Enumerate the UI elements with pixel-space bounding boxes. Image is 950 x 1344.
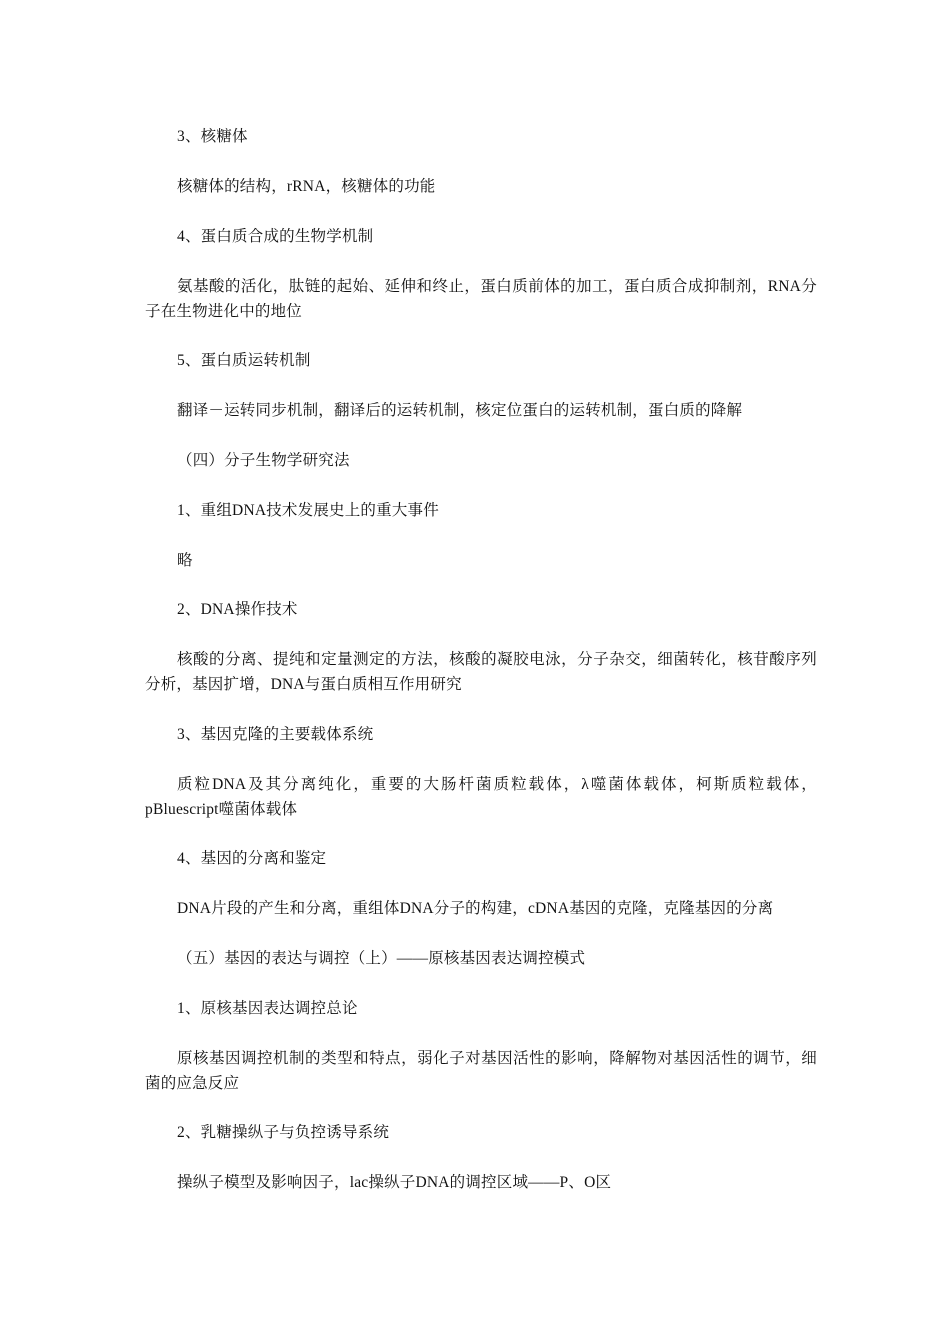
section-heading: 3、基因克隆的主要载体系统	[177, 726, 374, 743]
body-paragraph: DNA片段的产生和分离，重组体DNA分子的构建，cDNA基因的克隆，克隆基因的分离	[177, 900, 774, 917]
section-heading: 4、基因的分离和鉴定	[177, 850, 327, 867]
section-heading: 3、核糖体	[177, 128, 248, 145]
section-heading: 1、原核基因表达调控总论	[177, 1000, 358, 1017]
body-paragraph: 核酸的分离、提纯和定量测定的方法，核酸的凝胶电泳，分子杂交，细菌转化，核苷酸序列分析，基因扩增，DNA与蛋白质相互作用研究	[145, 651, 817, 693]
body-paragraph: 原核基因调控机制的类型和特点，弱化子对基因活性的影响，降解物对基因活性的调节，细菌的应急反应	[145, 1050, 817, 1092]
body-paragraph: 翻译－运转同步机制，翻译后的运转机制，核定位蛋白的运转机制，蛋白质的降解	[177, 402, 743, 419]
section-heading: 4、蛋白质合成的生物学机制	[177, 228, 374, 245]
section-heading: 1、重组DNA技术发展史上的重大事件	[177, 502, 439, 519]
body-paragraph: 质粒DNA及其分离纯化，重要的大肠杆菌质粒载体，λ噬菌体载体，柯斯质粒载体，pBluescript噬菌体载体	[145, 776, 817, 818]
section-heading: 2、DNA操作技术	[177, 601, 298, 618]
body-paragraph: 氨基酸的活化，肽链的起始、延伸和终止，蛋白质前体的加工，蛋白质合成抑制剂，RNA分子在生物进化中的地位	[145, 278, 817, 320]
chapter-heading: （五）基因的表达与调控（上）——原核基因表达调控模式	[177, 950, 586, 967]
section-heading: 2、乳糖操纵子与负控诱导系统	[177, 1124, 390, 1141]
chapter-heading: （四）分子生物学研究法	[177, 452, 350, 469]
body-paragraph: 略	[177, 552, 193, 569]
body-paragraph: 核糖体的结构，rRNA，核糖体的功能	[177, 178, 436, 195]
section-heading: 5、蛋白质运转机制	[177, 352, 311, 369]
body-paragraph: 操纵子模型及影响因子，lac操纵子DNA的调控区域——P、O区	[177, 1174, 612, 1191]
